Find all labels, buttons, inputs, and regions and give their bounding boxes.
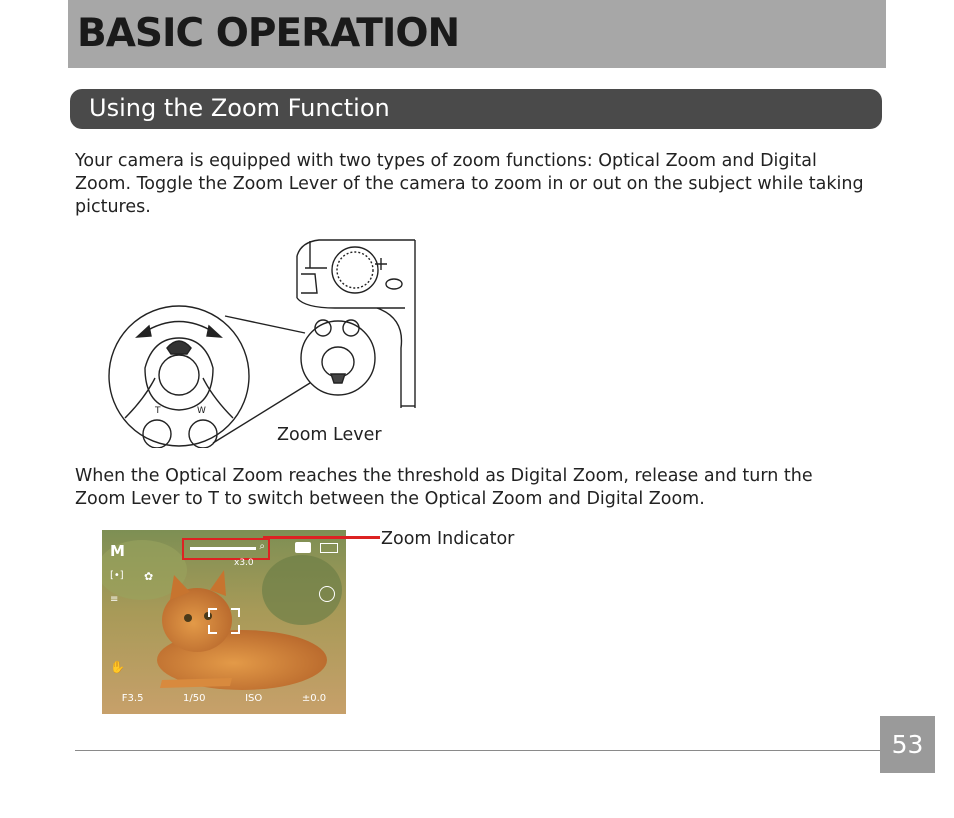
zoom-indicator-callout: Zoom Indicator: [381, 529, 515, 549]
zoom-lever-callout: Zoom Lever: [277, 425, 382, 445]
wide-mark: W: [197, 406, 206, 416]
battery-icon: [320, 543, 338, 553]
zoom-readout: x3.0: [234, 558, 254, 568]
zoom-indicator-box: [182, 538, 270, 560]
zoom-magnifier-icon: ⌕: [259, 541, 265, 552]
sd-card-icon: [295, 542, 311, 553]
iso-value: ISO: [245, 693, 263, 704]
footer-rule: [75, 750, 880, 751]
section-title: Using the Zoom Function: [89, 94, 390, 122]
metering-icon: [•]: [110, 570, 124, 581]
stabilizer-icon: [319, 586, 335, 602]
lcd-bottom-bar: [102, 693, 346, 704]
focus-frame: [208, 608, 240, 634]
lcd-screen-image: [102, 530, 346, 714]
page-number: 53: [880, 716, 935, 773]
mode-icon: M: [110, 542, 125, 560]
zoom-indicator-leader-line: [263, 536, 380, 539]
title-bar: [68, 0, 886, 68]
section-header-bar: [70, 89, 882, 129]
shutter-value: 1/50: [183, 693, 206, 704]
exposure-value: ±0.0: [301, 693, 327, 704]
aperture-value: F3.5: [121, 693, 144, 704]
intro-paragraph: Your camera is equipped with two types of zoom functions: Optical Zoom and Digital Zoom. Toggle the Zoom Lever of the camera to zoom in or out on the subject while taking pictures.: [75, 151, 864, 217]
digital-zoom-paragraph: When the Optical Zoom reaches the threshold as Digital Zoom, release and turn the Zoom Lever to T to switch between the Optical Zoom and Digital Zoom.: [75, 466, 813, 509]
hand-stabilizer-icon: ✋: [110, 660, 125, 674]
scene-icon: ✿: [144, 570, 154, 583]
af-mode-icon: ≡: [110, 594, 119, 605]
tele-mark: T: [155, 406, 161, 416]
page-title: BASIC OPERATION: [77, 11, 460, 56]
camera-zoom-lever-illustration: [105, 238, 417, 448]
zoom-bar: [190, 547, 256, 550]
